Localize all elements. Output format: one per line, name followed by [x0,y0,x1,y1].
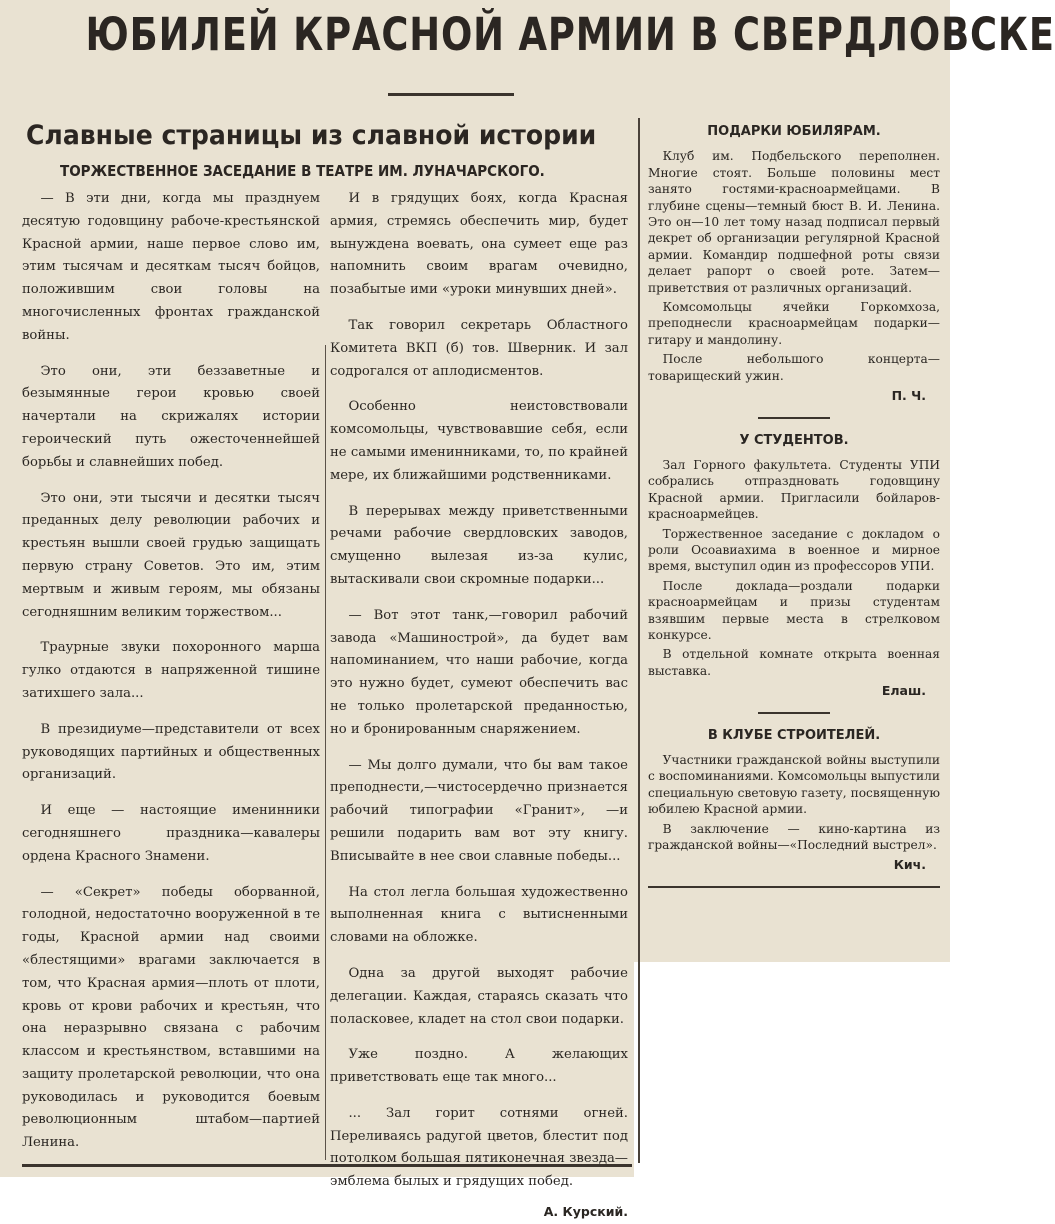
sidebar-section-gifts [648,124,940,405]
section-title: В КЛУБЕ СТРОИТЕЛЕЙ. [707,727,881,743]
paragraph: Особенно неистовствовали комсомольцы, чувствовавшие себя, если не самыми именинниками, то, по крайней мере, их ближайшими родственниками. [330,399,628,483]
paragraph: После небольшого концерта—товарищеский ужин. [648,352,940,383]
paragraph: Комсомольцы ячейки Горкомхоза, преподнесли красноармейцам подарки—гитару и мандолину. [648,300,940,347]
section-title: У СТУДЕНТОВ. [739,432,849,448]
paragraph: Это они, эти беззаветные и безымянные герои кровью своей начертали на скрижалях истории героический путь ожесточеннейшей борьбы и славнейших побед. [22,363,320,470]
paragraph: Траурные звуки похоронного марша гулко отдаются в напряженной тишине затихшего зала... [22,640,320,701]
paragraph: Это они, эти тысячи и десятки тысяч преданных делу революции рабочих и крестьян вышли своей грудью защищать первую страну Советов. Это им, этим мертвым и живым героям, мы обязаны сегодняшним великим торжеством... [22,490,320,620]
paragraph: В президиуме—представители от всех руководящих партийных и общественных организаций. [22,721,320,783]
section-signature: Елаш. [881,683,926,699]
section-signature: Кич. [893,857,926,873]
blank-corner [634,962,950,1177]
sidebar [648,124,940,888]
paragraph: — Мы долго думали, что бы вам такое преподнести,—чистосердечно признается рабочий типографии «Гранит», —и решили подарить вам вот эту книгу. Вписывайте в нее свои славные победы... [330,757,628,864]
section-divider [758,712,830,714]
paragraph: И еще — настоящие именинники сегодняшнего праздника—кавалеры ордена Красного Знамени. [22,803,320,864]
banner-divider [388,93,514,96]
paragraph: В заключение — кино-картина из гражданской войны—«Последний выстрел». [648,821,940,853]
paragraph: — «Секрет» победы оборванной, голодной, недостаточно вооруженной в те годы, Красной армии над своими «блестящими» врагами заключается в том, что Красная армия—плоть от плоти, кровь от крови рабочих и крестьян, что она неразрывно связана с рабочим классом и крестьянством, вставшими на защиту пролетарской революции, что она руководилась и руководится боевым революционным штабом—партией Ленина. [22,884,320,1151]
section-divider [758,417,830,419]
paragraph: — Вот этот танк,—говорил рабочий завода «Машинострой», да будет вам напоминанием, что наши рабочие, когда это нужно будет, сумеют обеспечить вас не только пролетарской преданностью, но и бронированным снаряжением. [330,607,628,737]
paragraph: В перерывах между приветственными речами рабочие свердловских заводов, смущенно вылезая из-за кулис, вытаскивали свои скромные подарки... [330,503,628,587]
article-column-1 [22,188,320,1168]
paragraph: На стол легла большая художественно выполненная книга с вытисненными словами на обложке. [330,884,628,946]
sidebar-divider [638,118,640,1163]
paragraph: Одна за другой выходят рабочие делегации. Каждая, стараясь сказать что поласковее, кладет на стол свои подарки. [330,965,628,1027]
paragraph: Так говорил секретарь Областного Комитета ВКП (б) тов. Шверник. И зал содрогался от аплодисментов. [330,317,628,379]
paragraph: В отдельной комнате открыта военная выставка. [648,647,940,678]
sidebar-section-builders [648,728,940,874]
page-banner: ЮБИЛЕЙ КРАСНОЙ АРМИИ В СВЕРДЛОВСКЕ [85,8,1055,61]
section-title: ПОДАРКИ ЮБИЛЯРАМ. [707,124,881,139]
sidebar-end-rule [648,886,940,888]
paragraph: ... Зал горит сотнями огней. Переливаясь радугой цветов, блестит под потолком большая пятиконечная звезда—эмблема былых и грядущих побед. [330,1105,628,1190]
paragraph: Участники гражданской войны выступили с воспоминаниями. Комсомольцы выпустили специальную световую газету, посвященную юбилею Красной армии. [648,753,940,817]
paragraph: После доклада—роздали подарки красноармейцам и призы студентам взявшим первые места в стрелковом конкурсе. [648,578,940,642]
paragraph: Торжественное заседание с докладом о роли Осоавиахима в военное и мирное время, выступил один из профессоров УПИ. [648,526,940,574]
paragraph: И в грядущих боях, когда Красная армия, стремясь обеспечить мир, будет вынуждена воевать, она сумеет еще раз напомнить своим врагам очевидно, позабытые ими «уроки минувших дней». [330,191,628,298]
article-column-2 [330,188,628,1224]
bottom-rule [22,1164,632,1167]
column-divider [325,345,326,1160]
article-signature: А. Курский. [543,1204,628,1220]
article-headline: Славные страницы из славной истории [26,120,597,151]
sidebar-section-students [648,433,940,700]
paragraph: Клуб им. Подбельского переполнен. Многие стоят. Больше половины мест занято гостями-красноармейцами. В глубине сцены—темный бюст В. И. Ленина. Это он—10 лет тому назад подписал первый декрет об организации регулярной Красной армии. Командир подшефной роты связи делает рапорт о своей роте. Затем—приветствия от различных организаций. [648,149,940,295]
paragraph: Зал Горного факультета. Студенты УПИ собрались отпраздновать годовщину Красной армии. Пригласили бойларов-красноармейцев. [648,457,940,522]
paragraph: Уже поздно. А желающих приветствовать еще так много... [330,1047,628,1086]
article-subhead: ТОРЖЕСТВЕННОЕ ЗАСЕДАНИЕ В ТЕАТРЕ ИМ. ЛУНАЧАРСКОГО. [60,162,545,180]
paragraph: — В эти дни, когда мы празднуем десятую годовщину рабоче-крестьянской Красной армии, наше первое слово им, этим тысячам и десяткам тысяч бойцов, положившим свои головы на многочисленных фронтах гражданской войны. [22,191,320,343]
section-signature: П. Ч. [891,388,926,404]
